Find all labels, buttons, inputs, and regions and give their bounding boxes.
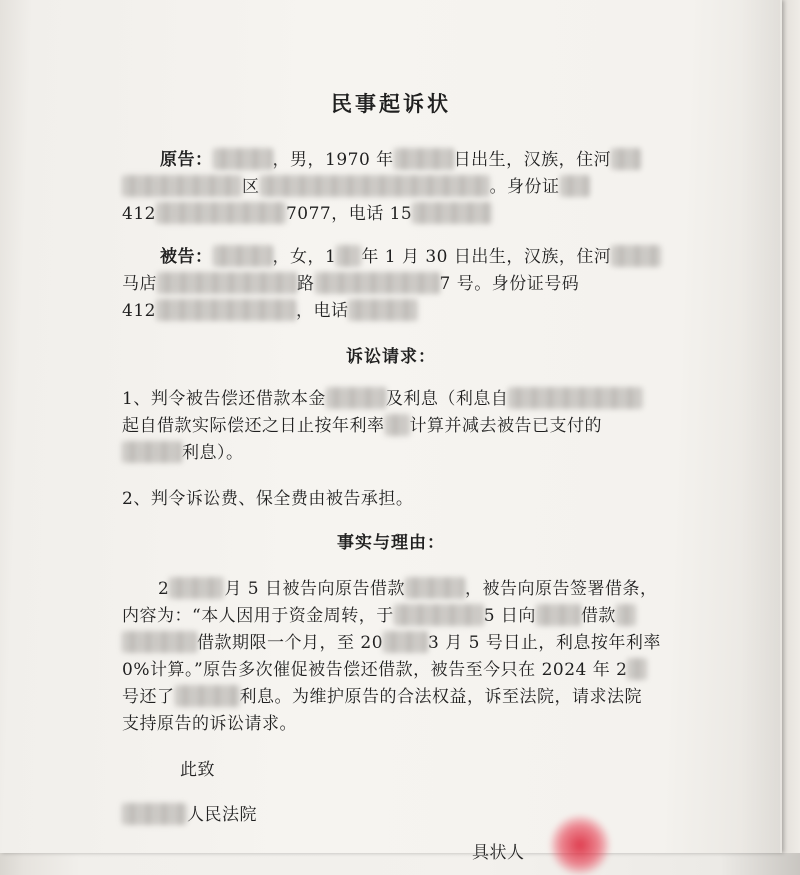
redacted-amount: [175, 685, 240, 707]
redacted-amount: [122, 631, 197, 653]
facts-text: 利息。为维护原告的合法权益，诉至法院，请求法院: [239, 687, 642, 707]
plaintiff-text: ，男，1970 年: [272, 150, 394, 170]
facts-text: 5 日向: [483, 606, 536, 626]
defendant-text: 412: [122, 301, 156, 321]
defendant-text: ，电话: [295, 301, 349, 321]
redacted-name: [213, 148, 273, 170]
redacted-address: [122, 175, 242, 197]
plaintiff-text: 。身份证: [489, 177, 560, 197]
facts-text: 0%计算。”原告多次催促被告偿还借款，被告至今只在 2024 年 2: [122, 660, 628, 680]
defendant-text: ，女，1: [272, 247, 337, 267]
redacted-date: [627, 658, 647, 680]
defendant-text: 7 号。身份证号码: [439, 274, 580, 294]
page-edge-shadow: [740, 0, 780, 853]
claim-text: 计算并减去被告已支付的: [409, 416, 602, 436]
plaintiff-line-3: [122, 199, 492, 224]
defendant-line-3: [122, 296, 418, 321]
signature-label: 具状人: [472, 843, 525, 863]
facts-text: 3 月 5 号日止，利息按年利率: [428, 633, 661, 653]
facts-text: 借款: [580, 606, 616, 626]
facts-text: 月 5 日被告向原告借款: [224, 579, 405, 599]
plaintiff-text: 7077，电话 15: [285, 204, 413, 224]
redacted-text: [616, 604, 636, 626]
facts-line-4: [122, 655, 647, 680]
defendant-line-2: [122, 269, 579, 294]
red-seal-stamp: [550, 815, 610, 875]
redacted-phone: [348, 299, 418, 321]
redacted-rate: [385, 414, 410, 436]
redacted-id: [560, 175, 590, 197]
claim-text: 起自借款实际偿还之日止按年利率: [122, 416, 385, 436]
claim-1-line-2: [122, 411, 602, 436]
plaintiff-label: 原告：: [160, 150, 213, 170]
redacted-address: [611, 148, 641, 170]
redacted-address: [260, 175, 490, 197]
redacted-text: [122, 441, 182, 463]
claim-1-line-1: [122, 384, 643, 409]
plaintiff-text: 412: [122, 204, 156, 224]
facts-text: 2: [158, 579, 170, 599]
redacted-date: [394, 148, 454, 170]
redacted-id: [156, 299, 296, 321]
facts-line-5: [122, 682, 642, 707]
redacted-year: [336, 245, 361, 267]
redacted-name: [536, 604, 581, 626]
redacted-name: [213, 245, 273, 267]
redacted-year: [383, 631, 428, 653]
facts-text: 支持原告的诉讼请求。: [122, 714, 297, 734]
facts-line-1: [158, 574, 657, 599]
redacted-date: [169, 577, 224, 599]
redacted-date: [394, 604, 484, 626]
claim-text: 1、判令被告偿还借款本金: [122, 389, 326, 409]
claim-2: 2、判令诉讼费、保全费由被告承担。: [122, 489, 414, 509]
claim-1-line-3: [122, 438, 244, 463]
facts-line-6: [122, 709, 297, 734]
defendant-text: 路: [297, 274, 315, 294]
redacted-date: [508, 387, 643, 409]
defendant-text: 年 1 月 30 日出生，汉族，住河: [361, 247, 612, 267]
redacted-address: [157, 272, 297, 294]
court-name-line: [122, 800, 257, 825]
claim-text: 利息）。: [182, 443, 244, 463]
facts-line-2: [122, 601, 636, 626]
redacted-court: [122, 803, 187, 825]
facts-text: 借款期限一个月，至 20: [197, 633, 384, 653]
facts-line-3: [122, 628, 661, 653]
redacted-amount: [326, 387, 386, 409]
defendant-text: 马店: [122, 274, 157, 294]
redacted-phone: [412, 202, 492, 224]
redacted-address: [315, 272, 440, 294]
plaintiff-text: 区: [242, 177, 260, 197]
claims-heading: 诉讼请求：: [346, 347, 436, 367]
redacted-id: [156, 202, 286, 224]
plaintiff-text: 日出生，汉族，住河: [453, 150, 612, 170]
facts-heading: 事实与理由：: [337, 533, 445, 553]
plaintiff-line-2: [122, 172, 590, 197]
court-name: 人民法院: [187, 805, 257, 825]
redacted-amount: [405, 577, 465, 599]
facts-text: 号还了: [122, 687, 175, 707]
defendant-label: 被告：: [160, 247, 213, 267]
facts-text: ，被告向原告签署借条，: [464, 579, 658, 599]
redacted-address: [611, 245, 661, 267]
facts-text: 内容为：“本人因用于资金周转，于: [122, 606, 394, 626]
document-title: 民事起诉状: [331, 91, 451, 116]
claim-text: 及利息（利息自: [385, 389, 509, 409]
plaintiff-line-1: [160, 145, 641, 170]
defendant-line-1: [160, 242, 661, 267]
closing-salutation: 此致: [180, 760, 215, 780]
